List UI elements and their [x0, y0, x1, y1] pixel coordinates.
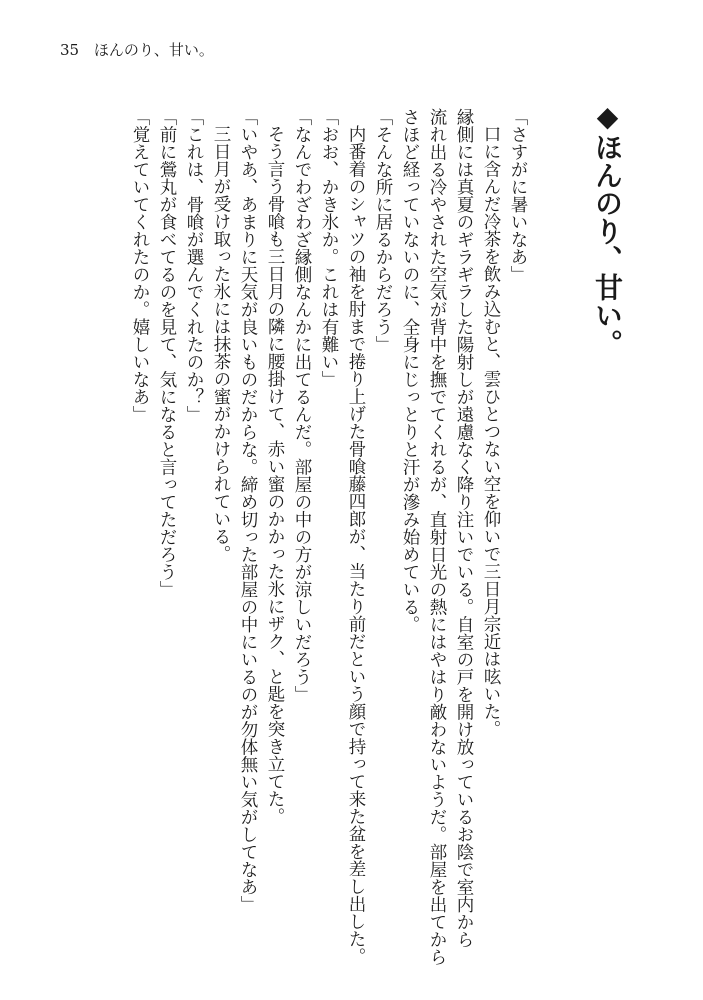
- text-line: 口に含んだ冷茶を飲み込むと、雲ひとつない空を仰いで三日月宗近は呟いた。: [481, 125, 501, 738]
- text-line: 流れ出る冷やされた空気が背中を撫でてくれるが、直射日光の熱にはやはり敵わないようだ。部屋を出てから: [427, 108, 447, 966]
- text-line: さほど経っていないのに、全身にじっとりと汗が滲み始めている。: [400, 108, 420, 633]
- text-line: 「いやあ、あまりに天気が良いものだからな。締め切った部屋の中にいるのが勿体無い気がしてなあ」: [238, 108, 258, 913]
- text-line: 「おお、かき氷か。これは有難い」: [319, 108, 339, 388]
- text-line: 「これは、骨喰が選んでくれたのか？」: [184, 108, 204, 423]
- text-line: 内番着のシャツの袖を肘まで捲り上げた骨喰藤四郎が、当たり前だという顔で持って来た盆を差し出した。: [346, 125, 366, 965]
- text-line: 「そんな所に居るからだろう」: [373, 108, 393, 353]
- text-line: 「なんでわざわざ縁側なんかに出てるんだ。部屋の中の方が涼しいだろう」: [292, 108, 312, 703]
- running-head: [60, 40, 214, 60]
- body-text: [51, 98, 631, 966]
- text-line: 「覚えていてくれたのか。嬉しいなあ」: [130, 108, 150, 423]
- text-line: 「前に鶯丸が食べてるのを見て、気になると言ってただろう」: [157, 108, 177, 598]
- text-line: 三日月が受け取った氷には抹茶の蜜がかけられている。: [211, 125, 231, 563]
- text-line: 「さすがに暑いなあ」: [508, 108, 528, 283]
- running-title: ほんのり、甘い。: [93, 41, 214, 59]
- text-line: そう言う骨喰も三日月の隣に腰掛けて、赤い蜜のかかった氷にザク、と匙を突き立てた。: [265, 125, 285, 825]
- page-number: 35: [60, 41, 80, 59]
- chapter-heading: ◆ほんのり、甘い。: [591, 100, 624, 357]
- text-line: 縁側には真夏のギラギラした陽射しが遠慮なく降り注いでいる。自室の戸を開け放っているお陰で室内から: [454, 108, 474, 948]
